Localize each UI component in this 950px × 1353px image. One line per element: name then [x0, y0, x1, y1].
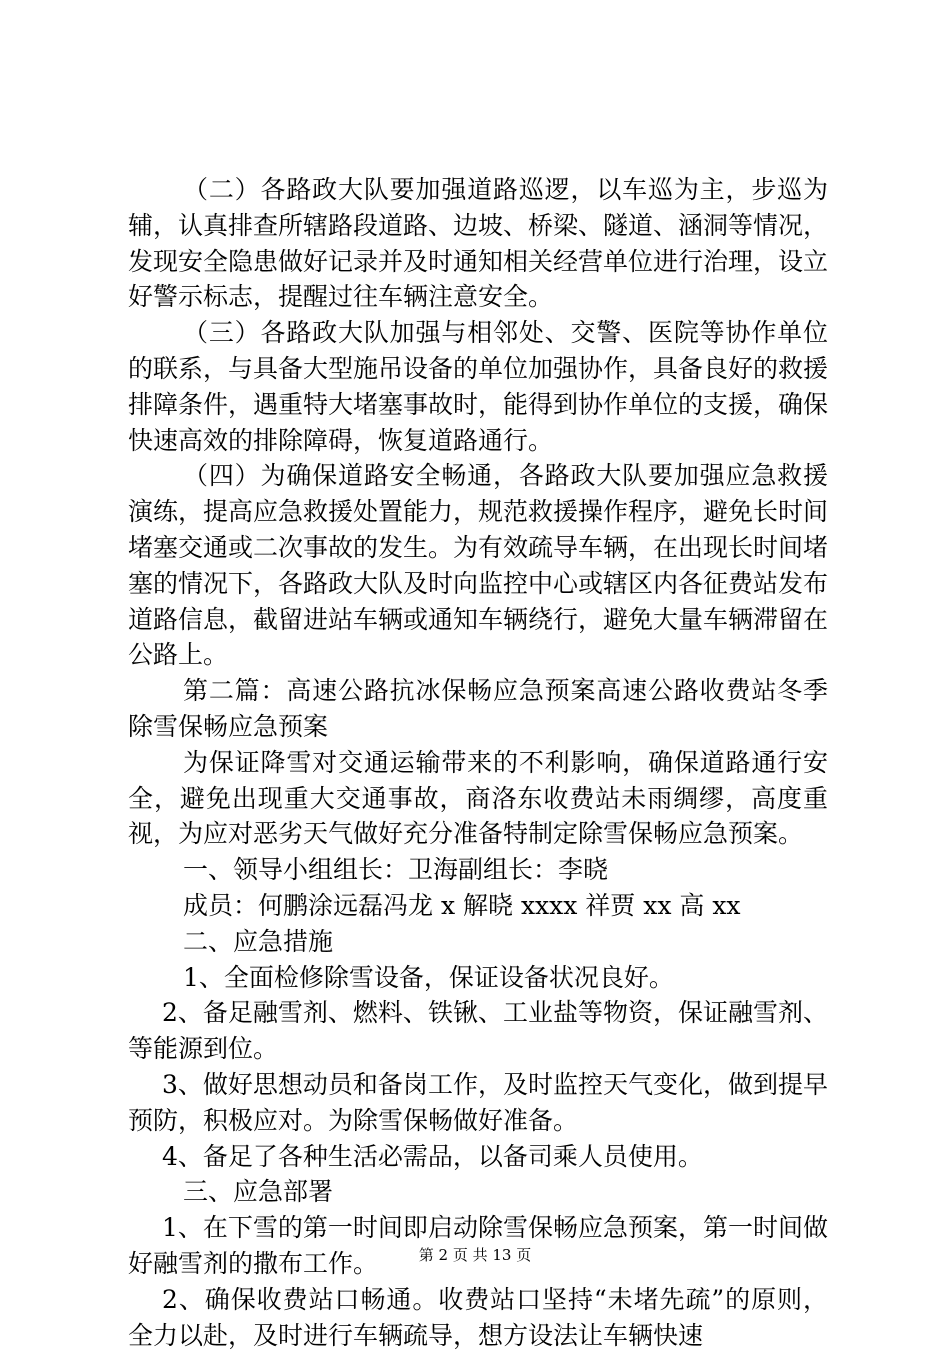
list-item: 2、确保收费站口畅通。收费站口坚持“未堵先疏”的原则，全力以赴，及时进行车辆疏导，想方设法让车辆快速 — [128, 1284, 828, 1350]
list-item: 1、在下雪的第一时间即启动除雪保畅应急预案，第一时间做好融雪剂的撒布工作。 — [128, 1213, 828, 1278]
section-heading: 三、应急部署 — [183, 1177, 334, 1207]
list-item: 1、全面检修除雪设备，保证设备状况良好。 — [183, 962, 674, 992]
section-heading: 二、应急措施 — [183, 926, 334, 956]
paragraph: 一、领导小组组长：卫海副组长：李晓 — [183, 855, 609, 885]
paragraph: 为保证降雪对交通运输带来的不利影响，确保道路通行安全，避免出现重大交通事故，商洛东收费站未雨绸缪，高度重视，为应对恶劣天气做好充分准备特制定除雪保畅应急预案。 — [128, 747, 828, 849]
paragraph: （四）为确保道路安全畅通，各路政大队要加强应急救援演练，提高应急救援处置能力，规范救援操作程序，避免长时间堵塞交通或二次事故的发生。为有效疏导车辆，在出现长时间堵塞的情况下，各路政大队及时向监控中心或辖区内各征费站发布道路信息，截留进站车辆或通知车辆绕行，避免大量车辆滞留在公路上。 — [128, 461, 829, 670]
paragraph: 成员：何鹏涂远磊冯龙 x 解晓 xxxx 祥贾 xx 高 xx — [183, 890, 741, 920]
list-item: 3、做好思想动员和备岗工作，及时监控天气变化，做到提早预防，积极应对。为除雪保畅做好准备。 — [128, 1069, 828, 1135]
document-body — [128, 172, 828, 1353]
page-footer: 第 2 页 共 13 页 — [418, 1246, 532, 1264]
paragraph: （二）各路政大队要加强道路巡逻，以车巡为主，步巡为辅，认真排查所辖路段道路、边坡、桥梁、隧道、涵洞等情况，发现安全隐患做好记录并及时通知相关经营单位进行治理，设立好警示标志，提醒过往车辆注意安全。 — [128, 175, 829, 312]
list-item: 2、备足融雪剂、燃料、铁锹、工业盐等物资，保证融雪剂、等能源到位。 — [128, 998, 828, 1064]
paragraph: （三）各路政大队加强与相邻处、交警、医院等协作单位的联系，与具备大型施吊设备的单位加强协作，具备良好的救援排障条件，遇重特大堵塞事故时，能得到协作单位的支援，确保快速高效的排除障碍，恢复道路通行。 — [128, 318, 829, 455]
section-heading: 第二篇：高速公路抗冰保畅应急预案高速公路收费站冬季除雪保畅应急预案 — [128, 676, 828, 741]
list-item: 4、备足了各种生活必需品，以备司乘人员使用。 — [162, 1141, 703, 1171]
